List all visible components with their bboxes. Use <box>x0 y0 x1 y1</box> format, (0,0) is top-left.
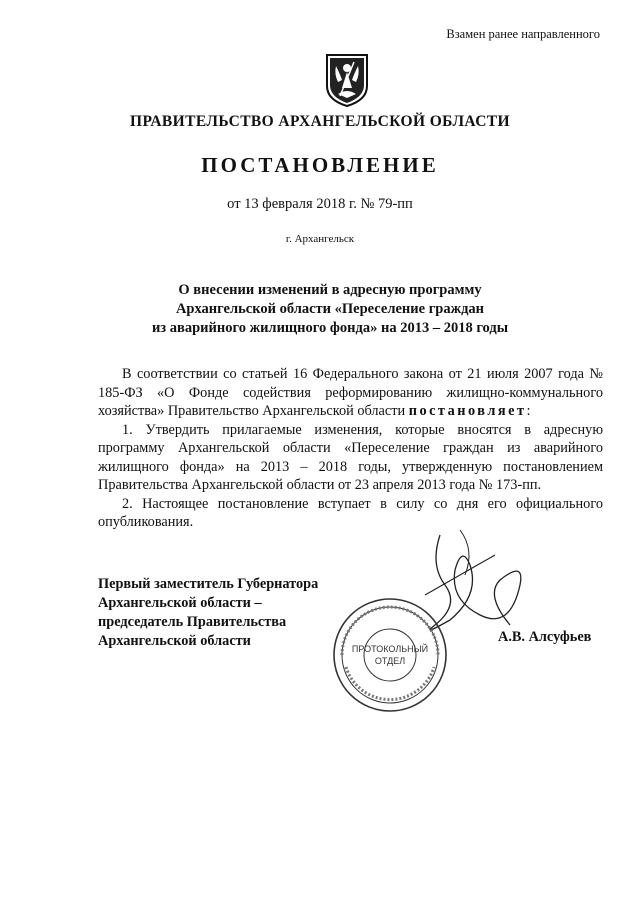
subject-line-1: О внесении изменений в адресную программу <box>178 282 482 298</box>
preamble-paragraph <box>98 365 603 421</box>
document-body <box>98 365 603 532</box>
coat-of-arms-icon <box>324 52 370 108</box>
signatory-title-line-1: Первый заместитель Губернатора <box>98 576 319 592</box>
stamp-inner-line-2: ОТДЕЛ <box>374 656 406 666</box>
stamp-inner-line-1: ПРОТОКОЛЬНЫЙ <box>351 644 429 654</box>
preamble-text: В соответствии со статьей 16 Федерального закона от 21 июля 2007 года № 185-ФЗ «О Фонде содействия реформированию жилищно-коммунального хозяйства» Правительство Архангельской области <box>98 366 603 419</box>
signatory-title-line-4: Архангельской области <box>98 633 251 649</box>
replacement-note: Взамен ранее направленного <box>446 27 600 41</box>
document-type-title: ПОСТАНОВЛЕНИЕ <box>201 153 439 177</box>
preamble-colon: : <box>526 403 531 419</box>
subject-heading <box>120 281 540 338</box>
signatory-title <box>98 575 358 651</box>
item-1-paragraph: 1. Утвердить прилагаемые изменения, которые вносятся в адресную программу Архангельской области «Переселение граждан из аварийного жилищного фонда» на 2013 – 2018 годы, утвержденную постановлением Правительства Архангельской области от 23 апреля 2013 года № 173-пп. <box>98 421 603 493</box>
signatory-name: А.В. Алсуфьев <box>498 629 592 645</box>
date-and-number: от 13 февраля 2018 г. № 79-пп <box>227 196 413 212</box>
government-title: ПРАВИТЕЛЬСТВО АРХАНГЕЛЬСКОЙ ОБЛАСТИ <box>129 113 510 130</box>
item-2-paragraph: 2. Настоящее постановление вступает в силу со дня его официального опубликования. <box>98 495 603 530</box>
city-line: г. Архангельск <box>285 233 355 245</box>
subject-line-2: Архангельской области «Переселение граждан <box>175 301 485 317</box>
signatory-title-line-3: председатель Правительства <box>98 614 287 630</box>
signatory-title-line-2: Архангельской области – <box>98 595 262 611</box>
subject-line-3: из аварийного жилищного фонда» на 2013 – 2018 годы <box>151 320 509 336</box>
keyword-resolves: постановляет <box>408 403 527 419</box>
